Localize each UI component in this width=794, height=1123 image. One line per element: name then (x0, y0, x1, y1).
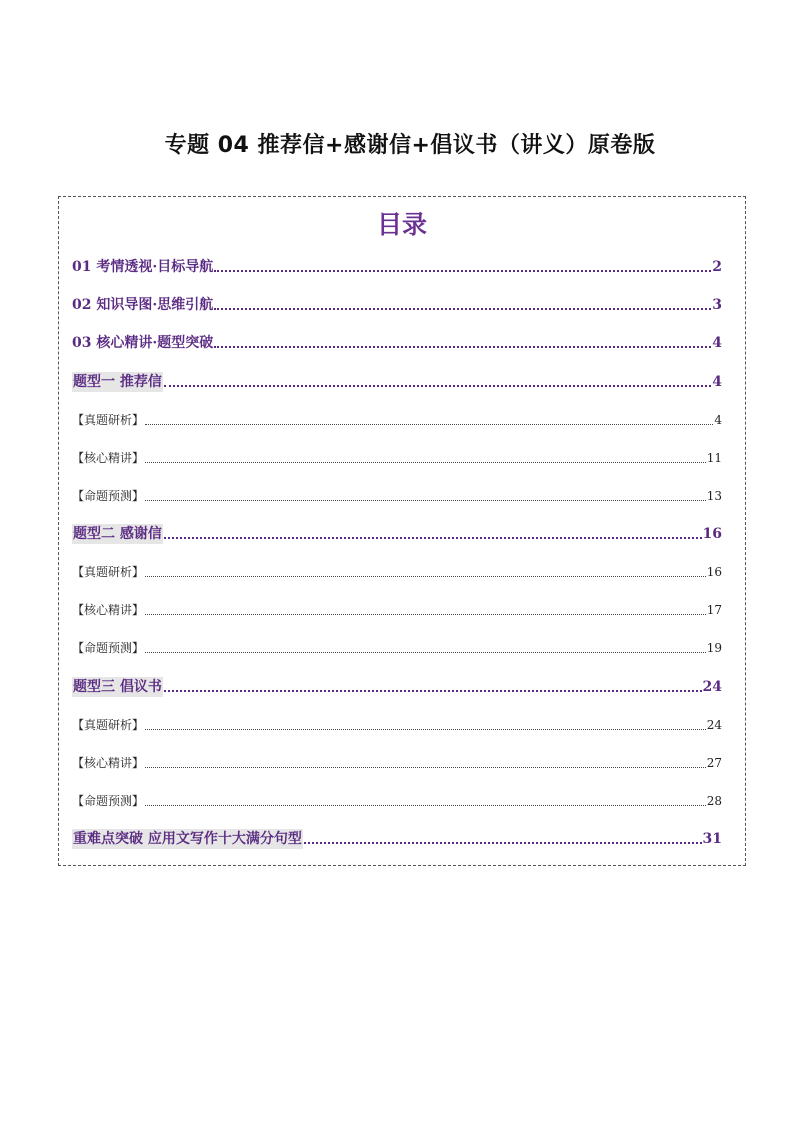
toc-entry-exam-overview[interactable] (72, 257, 722, 277)
toc-page-number: 27 (706, 756, 722, 770)
toc-entry-label: 【真题研析】 (72, 718, 145, 732)
toc-entry-core-explanation[interactable] (72, 448, 722, 468)
toc-page-number: 11 (706, 451, 722, 465)
toc-entry-core-explanation[interactable] (72, 600, 722, 620)
toc-leader-dots (145, 729, 706, 730)
toc-leader-dots (164, 385, 711, 387)
toc-entry-core-lecture[interactable] (72, 333, 722, 353)
toc-leader-dots (145, 652, 706, 653)
table-of-contents (58, 196, 746, 866)
toc-page-number: 24 (706, 718, 722, 732)
toc-entry-label: 【命题预测】 (72, 641, 145, 655)
toc-leader-dots (145, 614, 706, 615)
toc-entry-label: 01 考情透视·目标导航 (72, 259, 214, 275)
toc-entry-proposal-letter[interactable] (72, 677, 722, 697)
toc-heading: 目录 (376, 210, 427, 239)
toc-page-number: 4 (712, 374, 722, 390)
toc-leader-dots (164, 537, 702, 539)
toc-entry-recommendation-letter[interactable] (72, 372, 722, 392)
toc-entry-label: 【核心精讲】 (72, 451, 145, 465)
toc-entry-label: 题型二 感谢信 (73, 526, 162, 542)
toc-entry-label: 题型三 倡议书 (73, 679, 162, 695)
toc-entry-real-exam-analysis[interactable] (72, 410, 722, 430)
toc-page-number: 16 (706, 565, 722, 579)
toc-page-number: 24 (702, 679, 722, 695)
toc-leader-dots (145, 424, 713, 425)
toc-leader-dots (145, 500, 706, 501)
toc-entry-label: 题型一 推荐信 (73, 374, 162, 390)
toc-entry-label: 【真题研析】 (72, 413, 145, 427)
toc-entry-label: 【命题预测】 (72, 794, 145, 808)
toc-page-number: 4 (714, 413, 722, 427)
toc-leader-dots (214, 308, 711, 310)
toc-entry-label: 【命题预测】 (72, 489, 145, 503)
toc-leader-dots (145, 576, 706, 577)
toc-page-number: 3 (712, 297, 722, 313)
toc-leader-dots (145, 462, 706, 463)
toc-leader-dots (145, 767, 706, 768)
toc-entry-label: 【真题研析】 (72, 565, 145, 579)
toc-entry-prediction[interactable] (72, 486, 722, 506)
toc-leader-dots (214, 270, 711, 272)
toc-entry-core-explanation[interactable] (72, 753, 722, 773)
toc-leader-dots (145, 805, 706, 806)
toc-entry-label: 重难点突破 应用文写作十大满分句型 (73, 831, 302, 847)
toc-page-number: 17 (706, 603, 722, 617)
toc-entry-real-exam-analysis[interactable] (72, 715, 722, 735)
toc-entry-label: 03 核心精讲·题型突破 (72, 335, 214, 351)
toc-entry-label: 【核心精讲】 (72, 603, 145, 617)
toc-page-number: 16 (702, 526, 722, 542)
toc-entry-key-difficulties[interactable] (72, 829, 722, 849)
toc-leader-dots (214, 346, 711, 348)
toc-page-number: 4 (712, 335, 722, 351)
toc-leader-dots (304, 842, 702, 844)
toc-leader-dots (164, 690, 702, 692)
toc-entry-label: 【核心精讲】 (72, 756, 145, 770)
toc-entry-knowledge-map[interactable] (72, 295, 722, 315)
toc-entry-thank-you-letter[interactable] (72, 524, 722, 544)
toc-entry-real-exam-analysis[interactable] (72, 562, 722, 582)
toc-entry-prediction[interactable] (72, 638, 722, 658)
toc-page-number: 2 (712, 259, 722, 275)
toc-page-number: 31 (702, 831, 722, 847)
toc-entry-label: 02 知识导图·思维引航 (72, 297, 214, 313)
toc-page-number: 28 (706, 794, 722, 808)
toc-entry-prediction[interactable] (72, 791, 722, 811)
toc-page-number: 13 (706, 489, 722, 503)
toc-page-number: 19 (706, 641, 722, 655)
document-title: 专题 04 推荐信+感谢信+倡议书（讲义）原卷版 (164, 133, 656, 158)
